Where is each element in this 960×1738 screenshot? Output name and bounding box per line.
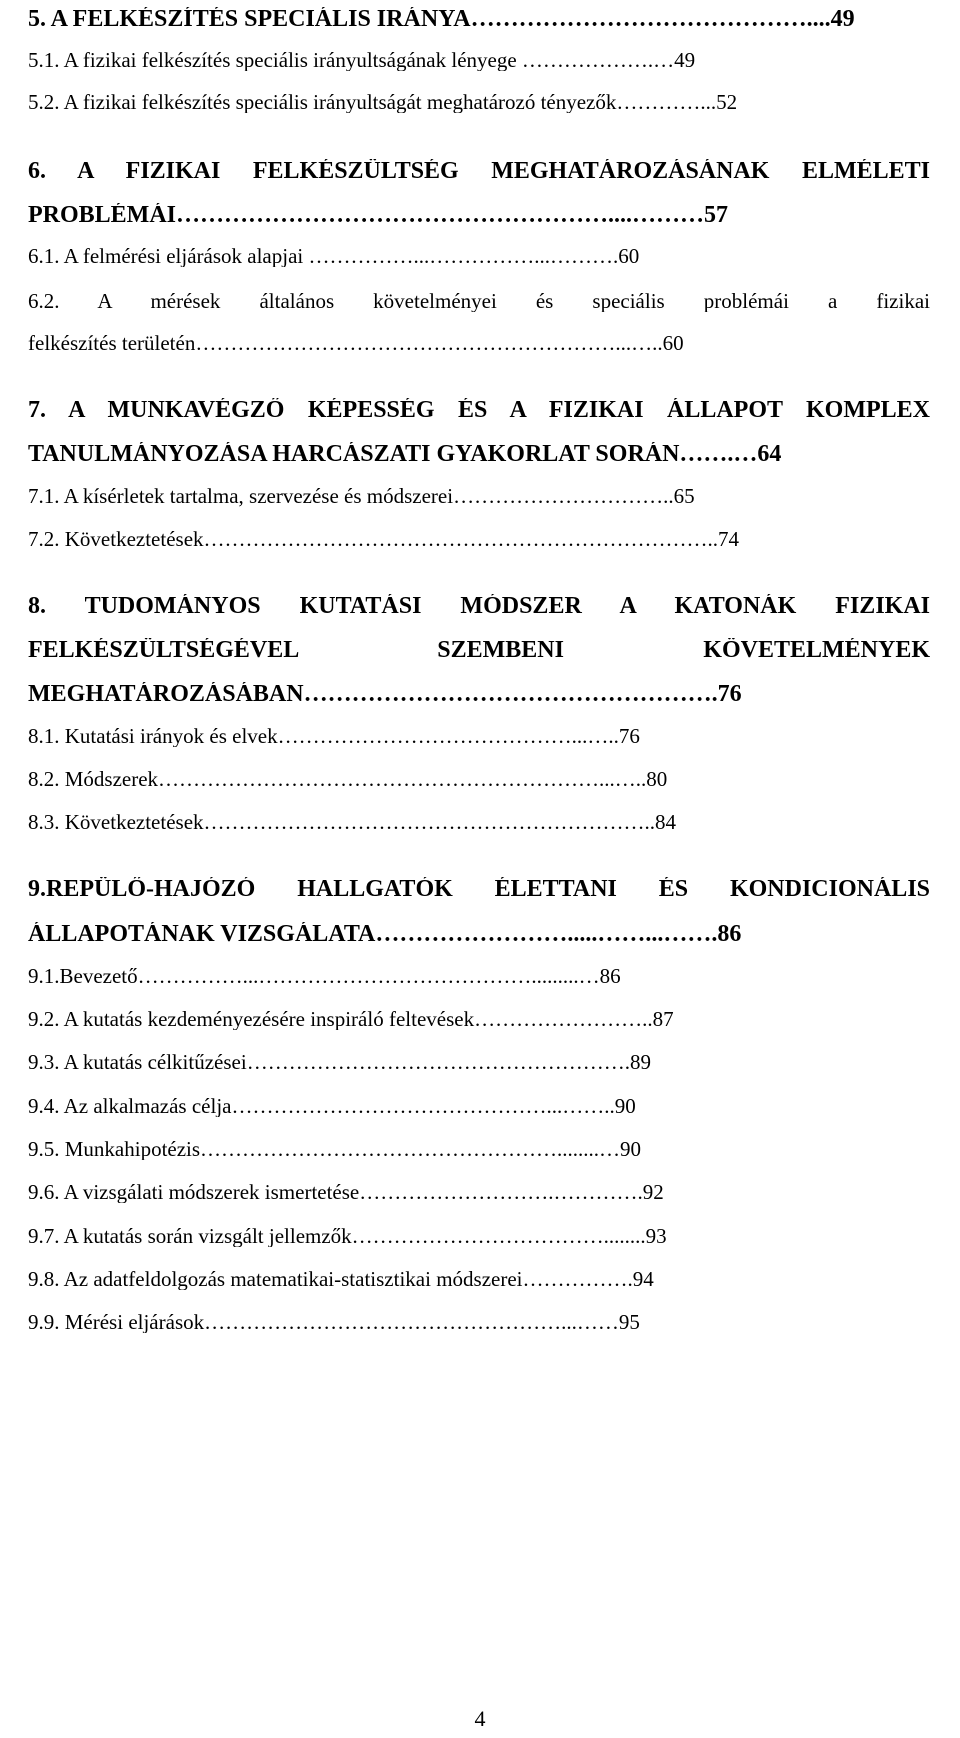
toc-chapter-6-line1: 6. A FIZIKAI FELKÉSZÜLTSÉG MEGHATÁROZÁSÁNAK ELMÉLETI [28,159,930,183]
toc-section-9-1: 9.1.Bevezető……………...………………………………….........…86 [28,966,621,987]
toc-chapter-5: 5. A FELKÉSZÍTÉS SPECIÁLIS IRÁNYA……………………………………....49 [28,7,855,31]
toc-section-9-4: 9.4. Az alkalmazás célja………………………………………...……..90 [28,1096,636,1117]
toc-section-9-7: 9.7. A kutatás során vizsgált jellemzők………………………………........93 [28,1226,667,1247]
toc-section-6-2-line2: felkészítés területén……………………………………………………...…..60 [28,333,684,354]
toc-section-9-2: 9.2. A kutatás kezdeményezésére inspiráló feltevések……………………..87 [28,1009,674,1030]
toc-section-9-6: 9.6. A vizsgálati módszerek ismertetése……………………….………….92 [28,1182,664,1203]
toc-section-8-1: 8.1. Kutatási irányok és elvek……………………………………...…..76 [28,726,640,747]
toc-chapter-7-line1: 7. A MUNKAVÉGZŐ KÉPESSÉG ÉS A FIZIKAI ÁLLAPOT KOMPLEX [28,398,930,422]
toc-section-9-3: 9.3. A kutatás célkitűzései……………………………………………….89 [28,1052,651,1073]
toc-section-5-2: 5.2. A fizikai felkészítés speciális irányultságát meghatározó tényezők…………...52 [28,92,738,113]
toc-section-8-2: 8.2. Módszerek………………………………………………………...…..80 [28,769,668,790]
toc-section-9-8: 9.8. Az adatfeldolgozás matematikai-statisztikai módszerei…………….94 [28,1269,654,1290]
toc-chapter-6-line2: PROBLÉMÁI………………………………………………....………57 [28,203,729,227]
toc-chapter-7-line2: TANULMÁNYOZÁSA HARCÁSZATI GYAKORLAT SORÁN…….…64 [28,442,782,466]
toc-chapter-9-line1: 9.REPÜLŐ-HAJÓZÓ HALLGATÓK ÉLETTANI ÉS KONDICIONÁLIS [28,877,930,901]
toc-chapter-9-line2: ÁLLAPOTÁNAK VIZSGÁLATA…………………….....……...…….86 [28,922,742,946]
toc-chapter-8-line1: 8. TUDOMÁNYOS KUTATÁSI MÓDSZER A KATONÁK FIZIKAI [28,594,930,618]
toc-section-6-2-line1: 6.2. A mérések általános követelményei és speciális problémái a fizikai [28,291,930,312]
toc-section-6-1: 6.1. A felmérési eljárások alapjai ……………...……………...……….60 [28,246,640,267]
page-number: 4 [474,1706,486,1731]
toc-section-7-2: 7.2. Következtetések………………………………………………………………..74 [28,529,740,550]
toc-section-9-9: 9.9. Mérési eljárások……………………………………………...……95 [28,1312,640,1333]
toc-section-9-5: 9.5. Munkahipotézis……………………………………………........…90 [28,1139,642,1160]
toc-chapter-8-line3: MEGHATÁROZÁSÁBAN…………………………………………….76 [28,682,742,706]
toc-section-5-1: 5.1. A fizikai felkészítés speciális irányultságának lényege ……………….…49 [28,50,696,71]
toc-chapter-8-line2: FELKÉSZÜLTSÉGÉVEL SZEMBENI KÖVETELMÉNYEK [28,638,930,662]
toc-section-7-1: 7.1. A kísérletek tartalma, szervezése és módszerei…………………………..65 [28,486,695,507]
toc-section-8-3: 8.3. Következtetések………………………………………………………..84 [28,812,677,833]
